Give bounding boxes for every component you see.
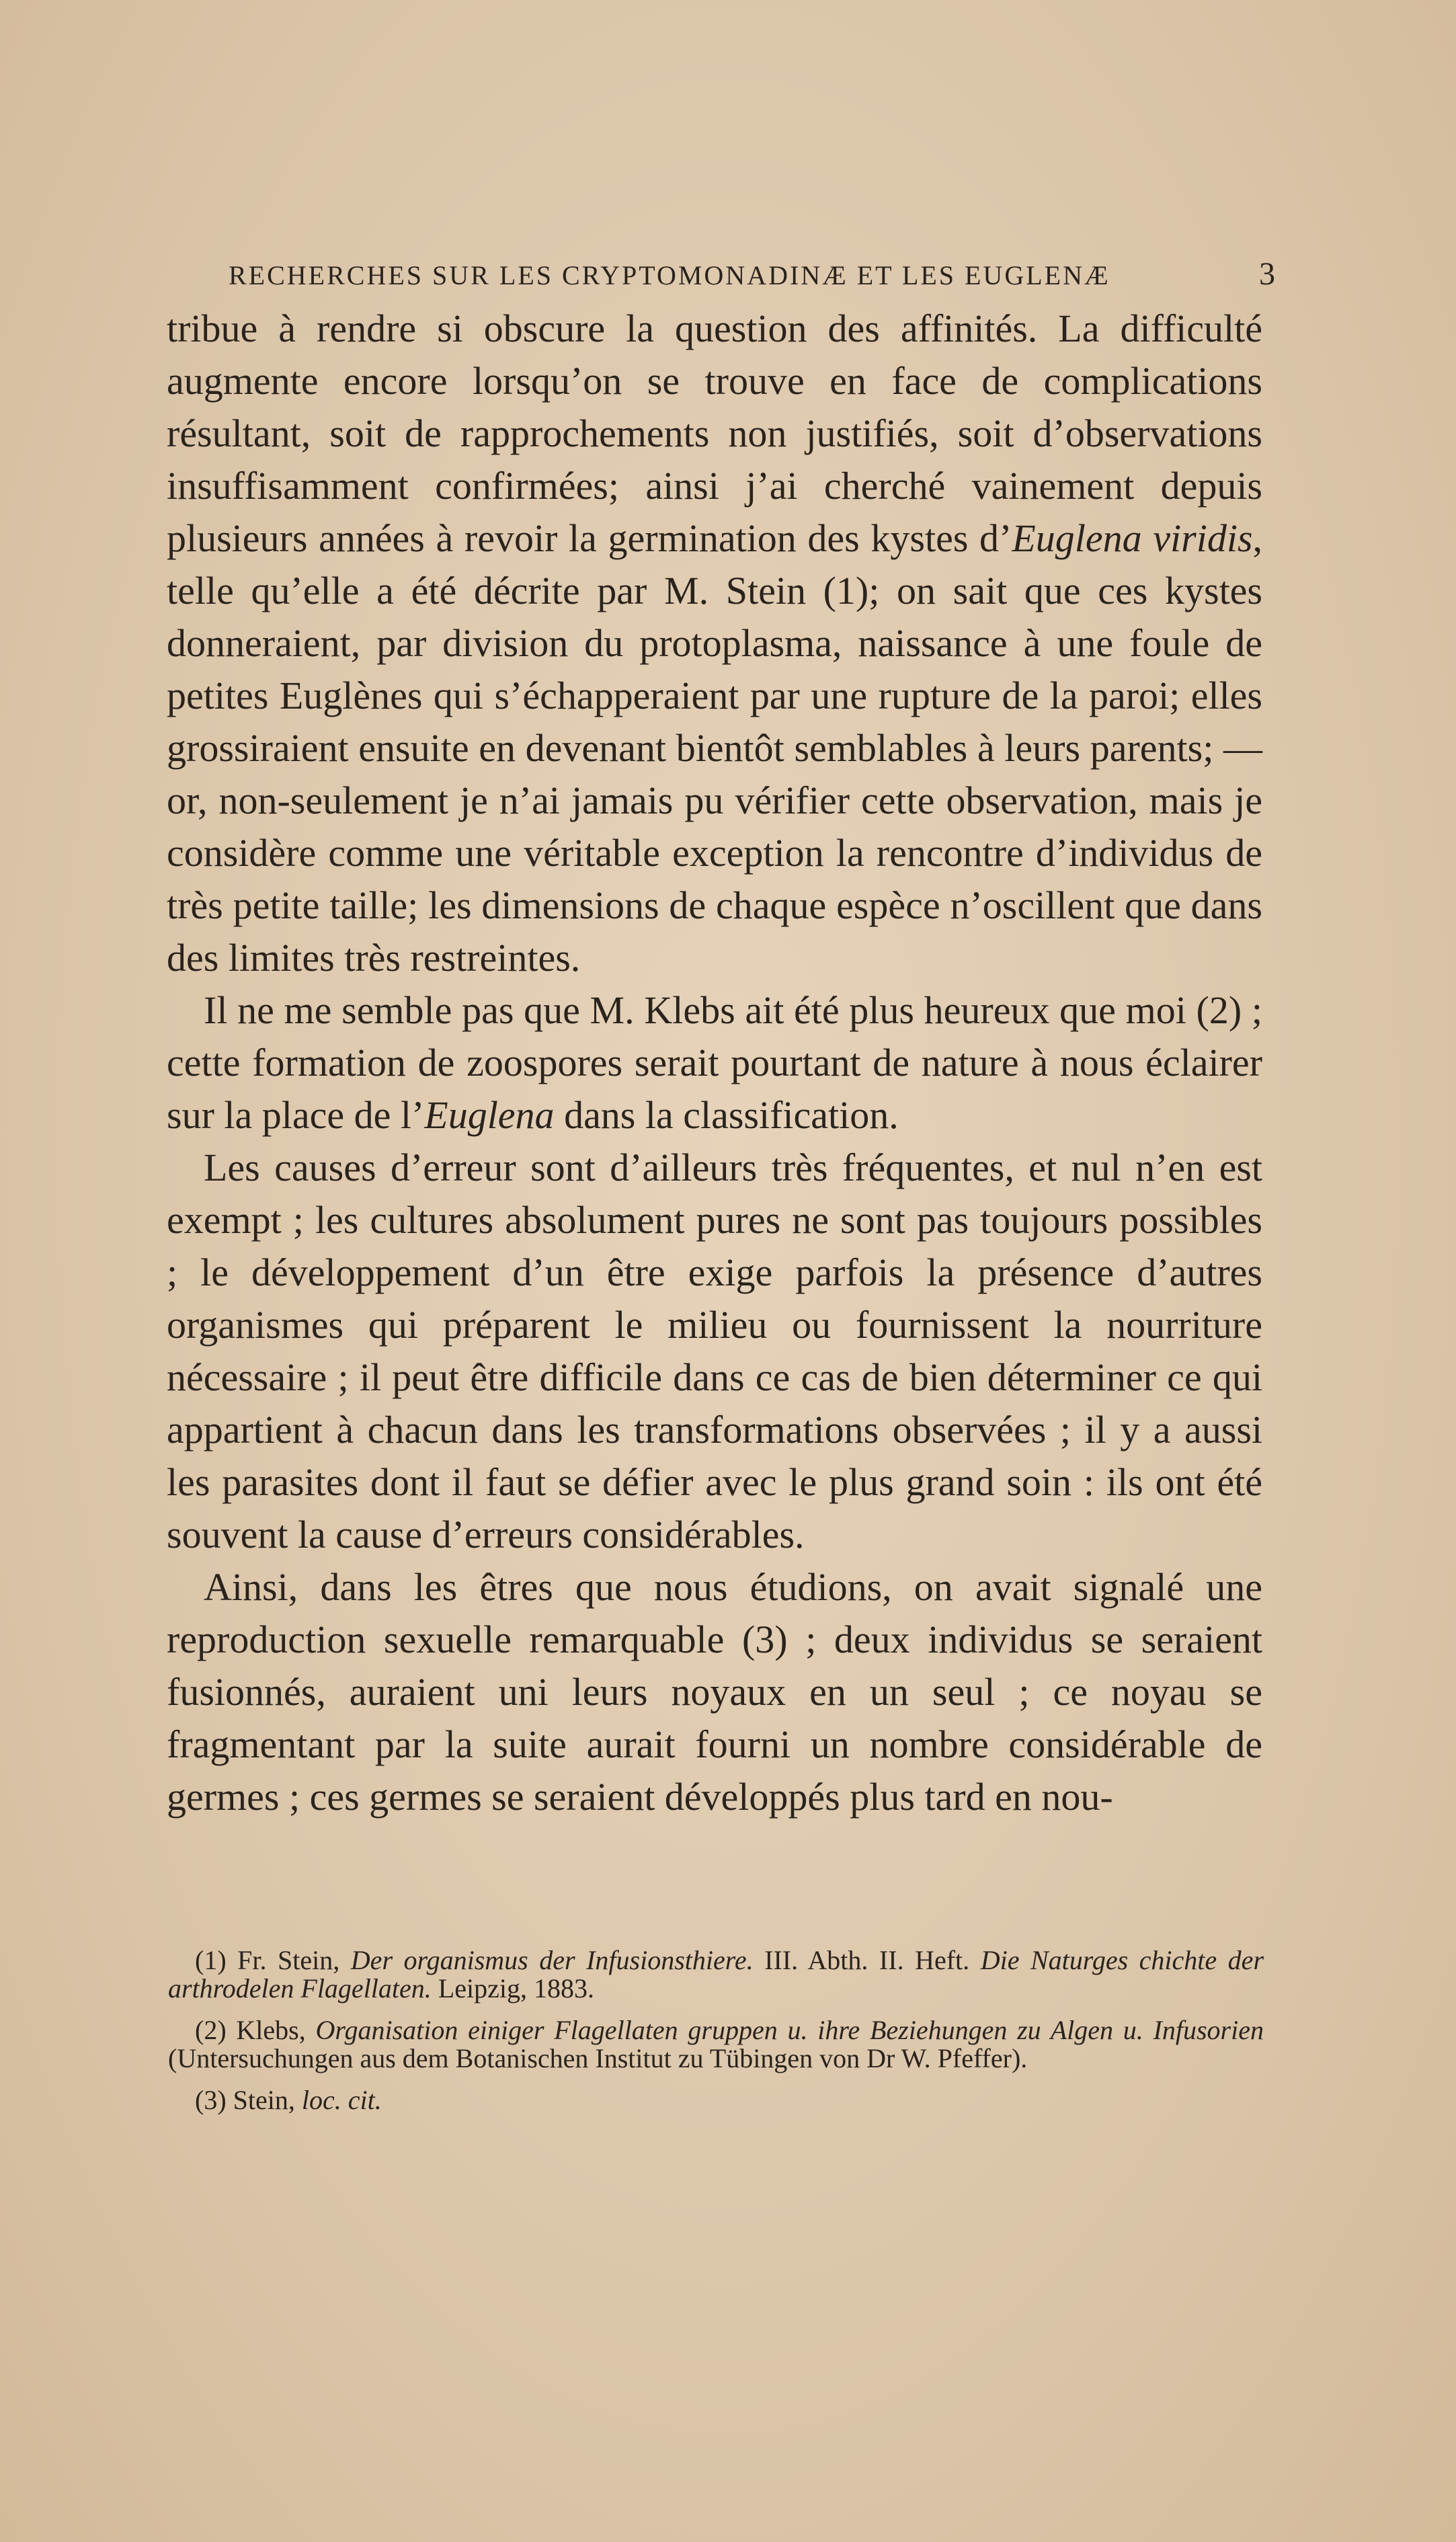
running-header [229, 255, 1277, 292]
italic-term: Euglena [424, 1093, 555, 1137]
paragraph-2: Il ne me semble pas que M. Klebs ait été plus heureux que moi (2) ; cette formation de zoospores serait pourtant de nature à nous éclairer sur la place de l’Euglena dans la classification. [167, 988, 1262, 1137]
paragraph-1: tribue à rendre si obscure la question des affinités. La difficulté augmente encore lorsqu’on se trouve en face de complications résultant, soit de rapprochements non justifiés, soit d’observations insuffisamment confirmées; ainsi j’ai cherché vainement depuis plusieurs années à revoir la germination des kystes d’Euglena viridis, telle qu’elle a été décrite par M. Stein (1); on sait que ces kystes donneraient, par division du protoplasma, naissance à une foule de petites Euglènes qui s’échapperaient par une rupture de la paroi; elles grossiraient ensuite en devenant bientôt semblables à leurs parents; — or, non-seulement je n’ai jamais pu vérifier cette observation, mais je considère comme une véritable exception la rencontre d’individus de très petite taille; les dimensions de chaque espèce n’oscillent que dans des limites très restreintes. [167, 307, 1263, 980]
running-title: RECHERCHES SUR LES CRYPTOMONADINÆ ET LES EUGLENÆ [229, 260, 1110, 290]
footnotes [168, 1946, 1264, 2128]
italic-term: Euglena viridis [1012, 516, 1253, 560]
footnote-3: (3) Stein, loc. cit. [195, 2085, 382, 2115]
paragraph-4: Ainsi, dans les êtres que nous étudions, on avait signalé une reproduction sexuelle remarquable (3) ; deux individus se seraient fusionnés, auraient uni leurs noyaux en un seul ; ce noyau se fragmentant par la suite aurait fourni un nombre considérable de germes ; ces germes se seraient développés plus tard en nou- [167, 1565, 1262, 1819]
main-text [167, 303, 1262, 1823]
footnote-2: (2) Klebs, Organisation einiger Flagellaten gruppen u. ihre Beziehungen zu Algen u. Infusorien (Untersuchungen aus dem Botanischen Institut zu Tübingen von Dr W. Pfeffer). [168, 2015, 1264, 2073]
footnote-1: (1) Fr. Stein, Der organismus der Infusionsthiere. III. Abth. II. Heft. Die Naturges chichte der arthrodelen Flagellaten. Leipzig, 1883. [168, 1945, 1264, 2003]
page-number: 3 [1259, 256, 1277, 292]
paragraph-3: Les causes d’erreur sont d’ailleurs très fréquentes, et nul n’en est exempt ; les cultures absolument pures ne sont pas toujours possibles ; le développement d’un être exige parfois la présence d’autres organismes qui préparent le milieu ou fournissent la nourriture nécessaire ; il peut être difficile dans ce cas de bien déterminer ce qui appartient à chacun dans les transformations observées ; il y a aussi les parasites dont il faut se défier avec le plus grand soin : ils ont été souvent la cause d’erreurs considérables. [167, 1146, 1262, 1556]
